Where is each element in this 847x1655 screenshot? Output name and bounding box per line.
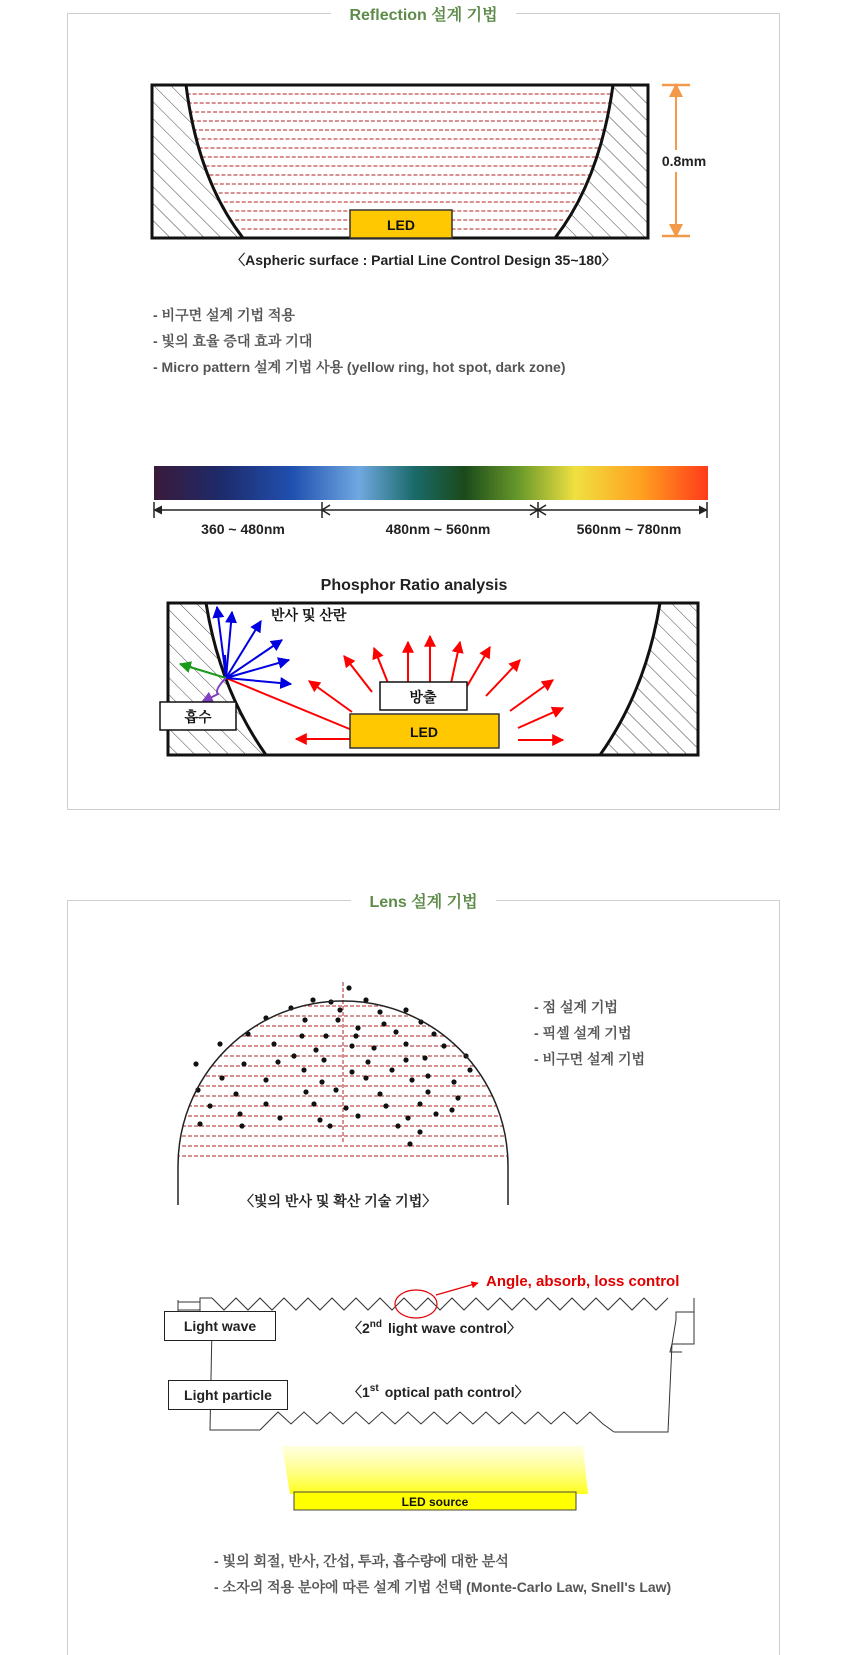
spectrum-range-3: 560nm ~ 780nm	[576, 521, 682, 537]
lens-bullet: - 빛의 회절, 반사, 간섭, 투과, 흡수량에 대한 분석	[214, 1553, 509, 1569]
spectrum-range-1: 360 ~ 480nm	[201, 521, 285, 537]
path-control-caption: 〈1st optical path control〉	[348, 1383, 529, 1400]
emit-label: 방출	[409, 689, 437, 705]
lens-bottom-bullets	[214, 1548, 671, 1600]
spectrum-range-2: 480nm ~ 560nm	[385, 521, 491, 537]
reflector-cup-diagram	[152, 85, 706, 238]
phosphor-title: Phosphor Ratio analysis	[320, 577, 508, 594]
reflection-title: Reflection 설계 기법	[331, 7, 515, 24]
reflect-label: 반사 및 산란	[271, 607, 347, 623]
control-label: Angle, absorb, loss control	[486, 1273, 680, 1290]
lens-bullet: - 소자의 적용 분야에 따른 설계 기법 선택 (Monte-Carlo Law, Snell's Law)	[214, 1579, 672, 1595]
led-source-label: LED source	[401, 1495, 469, 1509]
led-label: LED	[387, 217, 415, 233]
lens-bullet: - 픽셀 설계 기법	[534, 1025, 632, 1041]
light-particle-box: Light particle	[168, 1380, 288, 1410]
reflection-bullets	[153, 302, 566, 380]
phosphor-led-label: LED	[410, 724, 438, 740]
dome-caption: 〈빛의 반사 및 확산 기술 기법〉	[240, 1193, 437, 1209]
wave-control-caption: 〈2nd light wave control〉	[348, 1319, 522, 1336]
lens-panel	[67, 894, 780, 1655]
light-wave-box: Light wave	[164, 1311, 276, 1341]
height-label: 0.8mm	[661, 153, 707, 169]
lens-right-bullets	[534, 994, 645, 1072]
spectrum-bar	[154, 466, 708, 537]
aspheric-caption: 〈Aspheric surface : Partial Line Control Design 35~180〉	[231, 252, 616, 268]
reflection-bullet: - 비구면 설계 기법 적용	[153, 307, 295, 323]
lens-title: Lens 설계 기법	[351, 894, 495, 911]
lens-bullet: - 비구면 설계 기법	[534, 1051, 645, 1067]
reflection-bullet: - Micro pattern 설계 기법 사용 (yellow ring, hot spot, dark zone)	[153, 359, 566, 375]
phosphor-diagram	[160, 577, 698, 755]
absorb-label: 흡수	[184, 709, 212, 725]
lens-bullet: - 점 설계 기법	[534, 999, 618, 1015]
reflection-bullet: - 빛의 효율 증대 효과 기대	[153, 333, 313, 349]
